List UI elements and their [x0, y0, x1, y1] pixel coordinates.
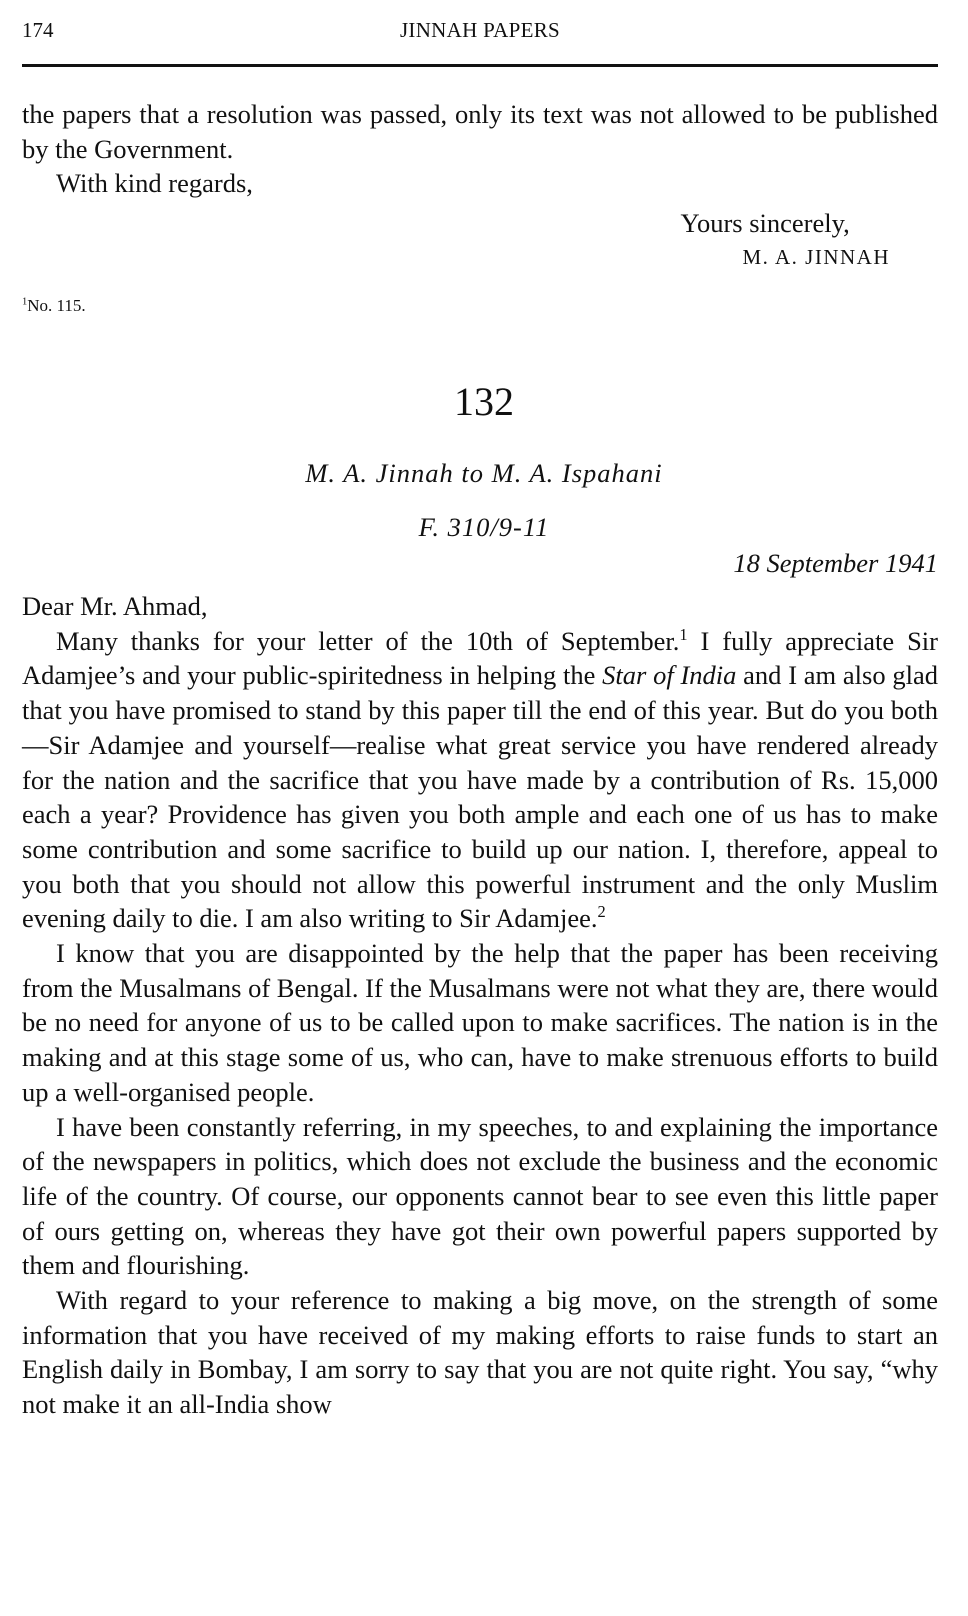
- page-number: 174: [22, 18, 54, 42]
- footnote: [22, 296, 86, 316]
- previous-letter-ending: [22, 97, 938, 201]
- valediction: Yours sincerely,: [680, 208, 850, 238]
- footnote-ref-2: 2: [597, 902, 606, 922]
- newspaper-title: Star of India: [602, 660, 737, 691]
- running-header: [22, 18, 938, 48]
- paragraph-4: With regard to your reference to making a big move, on the strength of some information that you have received of my making efforts to raise funds to start an English daily in Bombay, I am sorry to say that you are not quite right. You say, “why not make it an all-India show: [22, 1285, 938, 1420]
- paragraph-1-part-2: I fully appreciate Sir Adamjee’s and your public-spiritedness in helping the: [22, 625, 938, 691]
- paragraph-2: I know that you are disappointed by the help that the paper has been receiving from the Musalmans of Bengal. If the Musalmans were not what they are, there would be no need for anyone of us to be called upon to make sacrifices. The nation is in the making and at this stage some of us, who can, have to make strenuous efforts to build up a well-organised people.: [22, 938, 938, 1107]
- running-title: JINNAH PAPERS: [399, 18, 561, 42]
- letter-body: [22, 589, 938, 1422]
- signature: M. A. JINNAH: [742, 245, 890, 269]
- paragraph-1-part-1: Many thanks for your letter of the 10th of September.: [56, 625, 680, 656]
- footnote-ref-1: 1: [679, 624, 688, 644]
- signoff-block: [680, 206, 890, 274]
- salutation: Dear Mr. Ahmad,: [22, 591, 208, 621]
- document-date: 18 September 1941: [733, 548, 938, 578]
- document-number: 132: [454, 379, 514, 424]
- document-heading: M. A. Jinnah to M. A. Ispahani: [305, 458, 663, 488]
- footnote-text: No. 115.: [27, 296, 86, 315]
- paragraph-1: [22, 624, 938, 936]
- header-rule: [22, 64, 938, 67]
- paragraph-3: I have been constantly referring, in my speeches, to and explaining the importance of the newspapers in politics, which does not exclude the business and the economic life of the country. Of course, our opponents cannot bear to see even this little paper of ours getting on, whereas they have got their own powerful papers supported by them and flourishing.: [22, 1111, 938, 1281]
- paragraph-1-part-3: and I am also glad that you have promised to stand by this paper till the end of this year. But do you both—Sir Adamjee and yourself—realise what great service you have rendered already for the nation and the sacrifice that you have made by a contribution of Rs. 15,000 each a year? Providence has given you both ample and each one of us has to make some contribution and some sacrifice to build up our nation. I, therefore, appeal to you both that you should not allow this powerful instrument and the only Muslim evening daily to die. I am also writing to Sir Adamjee.: [22, 660, 938, 934]
- footnote-marker: 1: [22, 296, 28, 308]
- closing-line: With kind regards,: [56, 168, 253, 199]
- continued-paragraph: the papers that a resolution was passed, only its text was not allowed to be published by the Government.: [22, 99, 938, 164]
- document-reference: F. 310/9-11: [418, 512, 550, 542]
